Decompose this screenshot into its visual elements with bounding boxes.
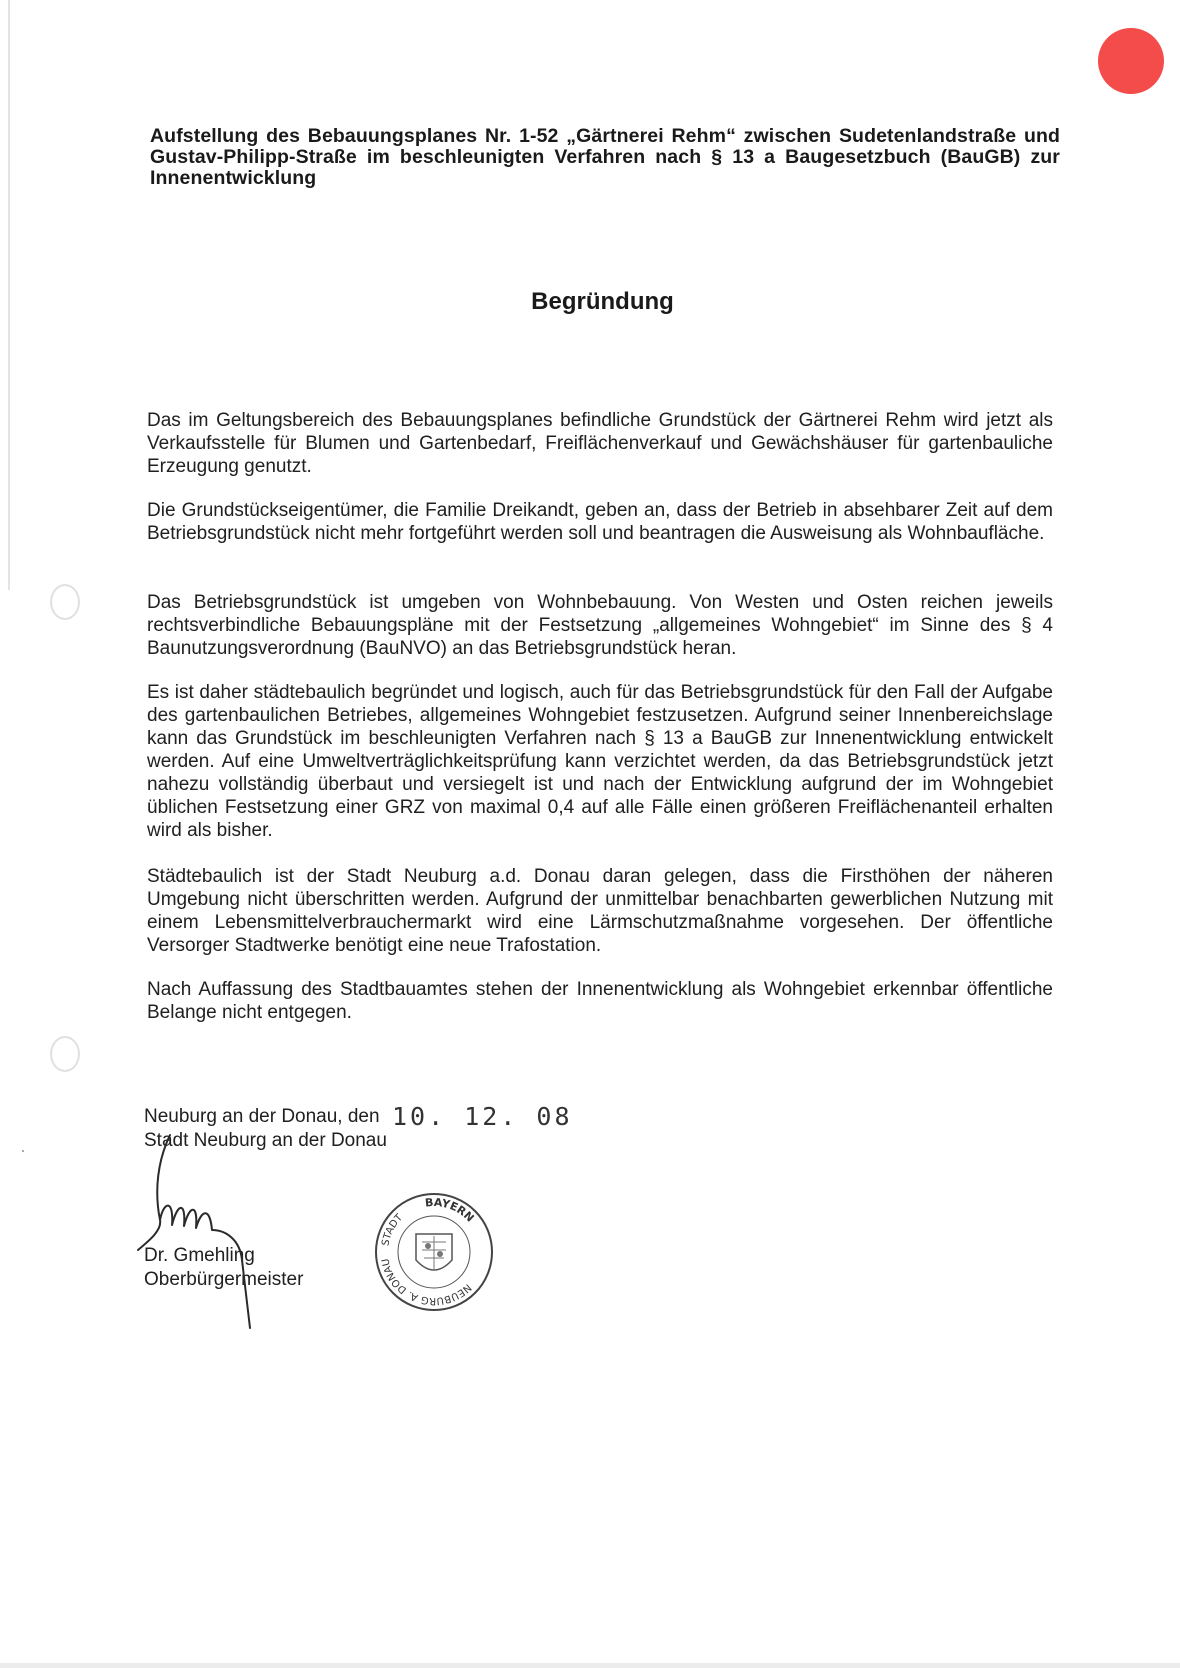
red-marker-dot <box>1098 28 1164 94</box>
issuing-city: Stadt Neuburg an der Donau <box>144 1130 387 1151</box>
seal-text-bottom: NEUBURG A. DONAU <box>380 1257 473 1307</box>
body-paragraph: Die Grundstückseigentümer, die Familie Dreikandt, geben an, dass der Betrieb in absehbarer Zeit auf dem Betriebsgrundstück nicht mehr fortgeführt werden soll und beantragen die Ausweisung als Wohnbaufläche. <box>147 500 1053 544</box>
body-paragraph: Das Betriebsgrundstück ist umgeben von Wohnbebauung. Von Westen und Osten reichen jeweils rechtsverbindliche Bebauungspläne mit der Festsetzung „allgemeines Wohngebiet“ im Sinne des § 4 Baunutzungsverordnung (BauNVO) an das Betriebsgrundstück heran. <box>147 592 1053 659</box>
body-paragraph: Städtebaulich ist der Stadt Neuburg a.d. Donau daran gelegen, dass die Firsthöhen der näheren Umgebung nicht überschritten werden. Aufgrund der unmittelbar benachbarten gewerblichen Nutzung mit einem Lebensmittelverbrauchermarkt wird eine Lärmschutzmaßnahme vorgesehen. Der öffentliche Versorger Stadtwerke benötigt eine neue Trafostation. <box>147 866 1053 956</box>
body-paragraph: Das im Geltungsbereich des Bebauungsplanes befindliche Grundstück der Gärtnerei Rehm wird jetzt als Verkaufsstelle für Blumen und Gartenbedarf, Freiflächenverkauf und Gewächshäuser für gartenbauliche Erzeugung genutzt. <box>147 410 1053 477</box>
seal-text-left: STADT <box>380 1212 406 1247</box>
scan-speck <box>22 1150 24 1152</box>
punch-hole-mark <box>50 1036 80 1072</box>
punch-hole-mark <box>50 584 80 620</box>
official-city-seal <box>372 1190 496 1314</box>
handwritten-signature <box>130 1130 280 1330</box>
handwritten-date: 10. 12. 08 <box>392 1102 573 1131</box>
document-heading: Begründung <box>531 288 674 315</box>
body-paragraph: Es ist daher städtebaulich begründet und logisch, auch für das Betriebsgrundstück für den Fall der Aufgabe des gartenbaulichen Betriebes, allgemeines Wohngebiet festzusetzen. Aufgrund seiner Innenbereichslage kann das Grundstück im beschleunigten Verfahren nach § 13 a BauGB zur Innenentwicklung entwickelt werden. Auf eine Umweltverträglichkeitsprüfung kann verzichtet werden, da das Betriebsgrundstück jetzt nahezu vollständig überbaut und versiegelt ist und nach der Entwicklung aufgrund der im Wohngebiet üblichen Festsetzung einer GRZ von maximal 0,4 auf alle Fälle einen größeren Freiflächenanteil erhalten wird als bisher. <box>147 682 1053 841</box>
scan-bottom-edge <box>0 1663 1180 1668</box>
seal-text-top: BAYERN <box>424 1195 477 1225</box>
svg-text:NEUBURG A. DONAU <box>380 1257 473 1306</box>
svg-text:STADT <box>380 1212 405 1247</box>
place-date-label: Neuburg an der Donau, den <box>144 1106 380 1127</box>
body-paragraph: Nach Auffassung des Stadtbauamtes stehen der Innenentwicklung als Wohngebiet erkennbar öffentliche Belange nicht entgegen. <box>147 979 1053 1023</box>
signer-role: Oberbürgermeister <box>144 1269 304 1290</box>
signer-name: Dr. Gmehling <box>144 1245 255 1266</box>
document-title: Aufstellung des Bebauungsplanes Nr. 1-52 „Gärtnerei Rehm“ zwischen Sudetenlandstraße und Gustav-Philipp-Straße im beschleunigten Verfahren nach § 13 a Baugesetzbuch (BauGB) zur Innenentwicklung <box>150 125 1060 189</box>
